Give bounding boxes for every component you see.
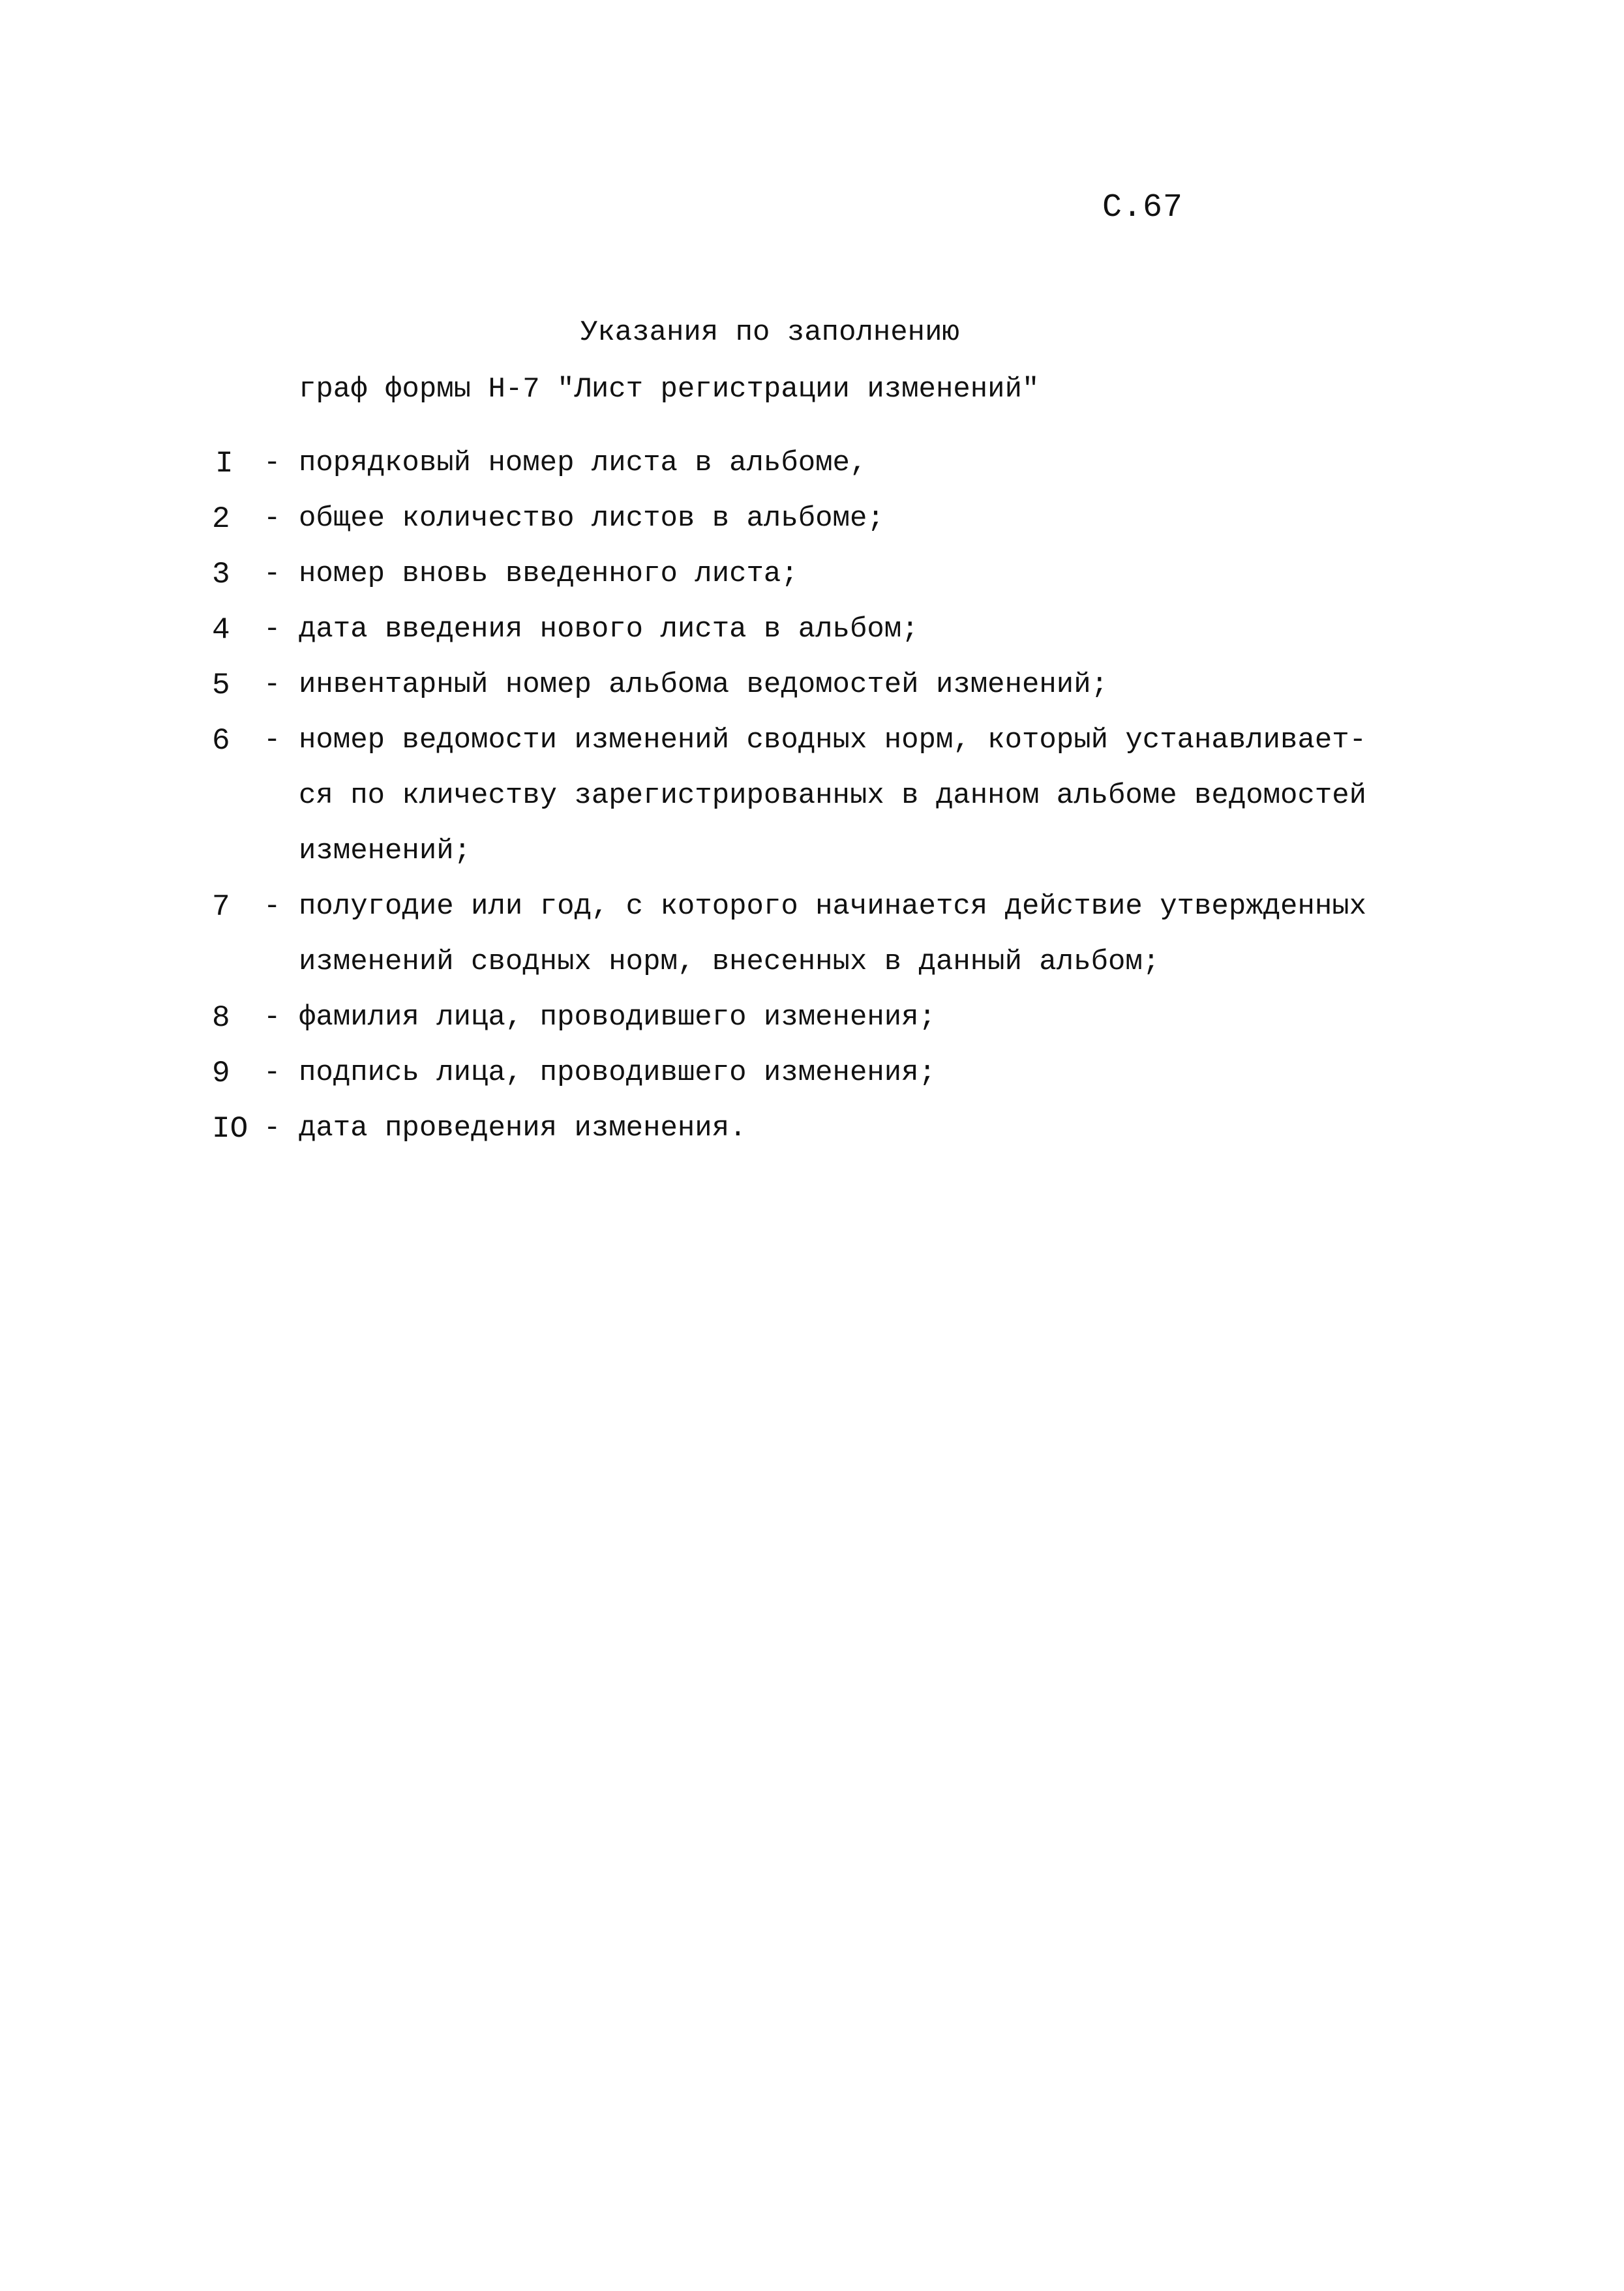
list-item-text: фамилия лица, проводившего изменения; xyxy=(299,1001,936,1034)
list-item-dash: - xyxy=(263,1112,281,1145)
list-item-text: общее количество листов в альбоме; xyxy=(299,502,884,535)
list-item-dash: - xyxy=(263,613,281,646)
list-item-text: ся по кличеству зарегистрированных в данном альбоме ведомостей xyxy=(299,779,1367,812)
list-item-text: инвентарный номер альбома ведомостей изменений; xyxy=(299,668,1109,701)
list-item-dash: - xyxy=(263,890,281,923)
list-item-text: изменений; xyxy=(299,835,472,867)
list-item-dash: - xyxy=(263,447,281,479)
list-item-dash: - xyxy=(263,1001,281,1034)
list-item-number: 4 xyxy=(212,613,230,647)
list-item-dash: - xyxy=(263,724,281,756)
list-item-text: номер ведомости изменений сводных норм, который устанавливает- xyxy=(299,724,1367,756)
list-item-text: подпись лица, проводившего изменения; xyxy=(299,1056,936,1089)
list-item-number: IO xyxy=(212,1112,248,1146)
list-item-dash: - xyxy=(263,668,281,701)
list-item-number: I xyxy=(215,447,233,481)
list-item-number: 3 xyxy=(212,558,230,591)
list-item-number: 5 xyxy=(212,668,230,702)
document-title-line-2: граф формы Н-7 "Лист регистрации изменений" xyxy=(299,373,1040,406)
document-title-line-1: Указания по заполнению xyxy=(580,316,959,349)
list-item-text: дата проведения изменения. xyxy=(299,1112,747,1145)
list-item-number: 6 xyxy=(212,724,230,758)
list-item-text: номер вновь введенного листа; xyxy=(299,558,798,590)
page-number: С.67 xyxy=(1102,189,1184,226)
list-item-number: 2 xyxy=(212,502,230,536)
list-item-number: 9 xyxy=(212,1056,230,1090)
list-item-text: изменений сводных норм, внесенных в данный альбом; xyxy=(299,946,1160,978)
list-item-dash: - xyxy=(263,558,281,590)
list-item-text: порядковый номер листа в альбоме, xyxy=(299,447,867,479)
list-item-text: дата введения нового листа в альбом; xyxy=(299,613,919,646)
list-item-number: 7 xyxy=(212,890,230,924)
list-item-text: полугодие или год, с которого начинается действие утвержденных xyxy=(299,890,1367,923)
list-item-dash: - xyxy=(263,1056,281,1089)
list-item-number: 8 xyxy=(212,1001,230,1035)
list-item-dash: - xyxy=(263,502,281,535)
